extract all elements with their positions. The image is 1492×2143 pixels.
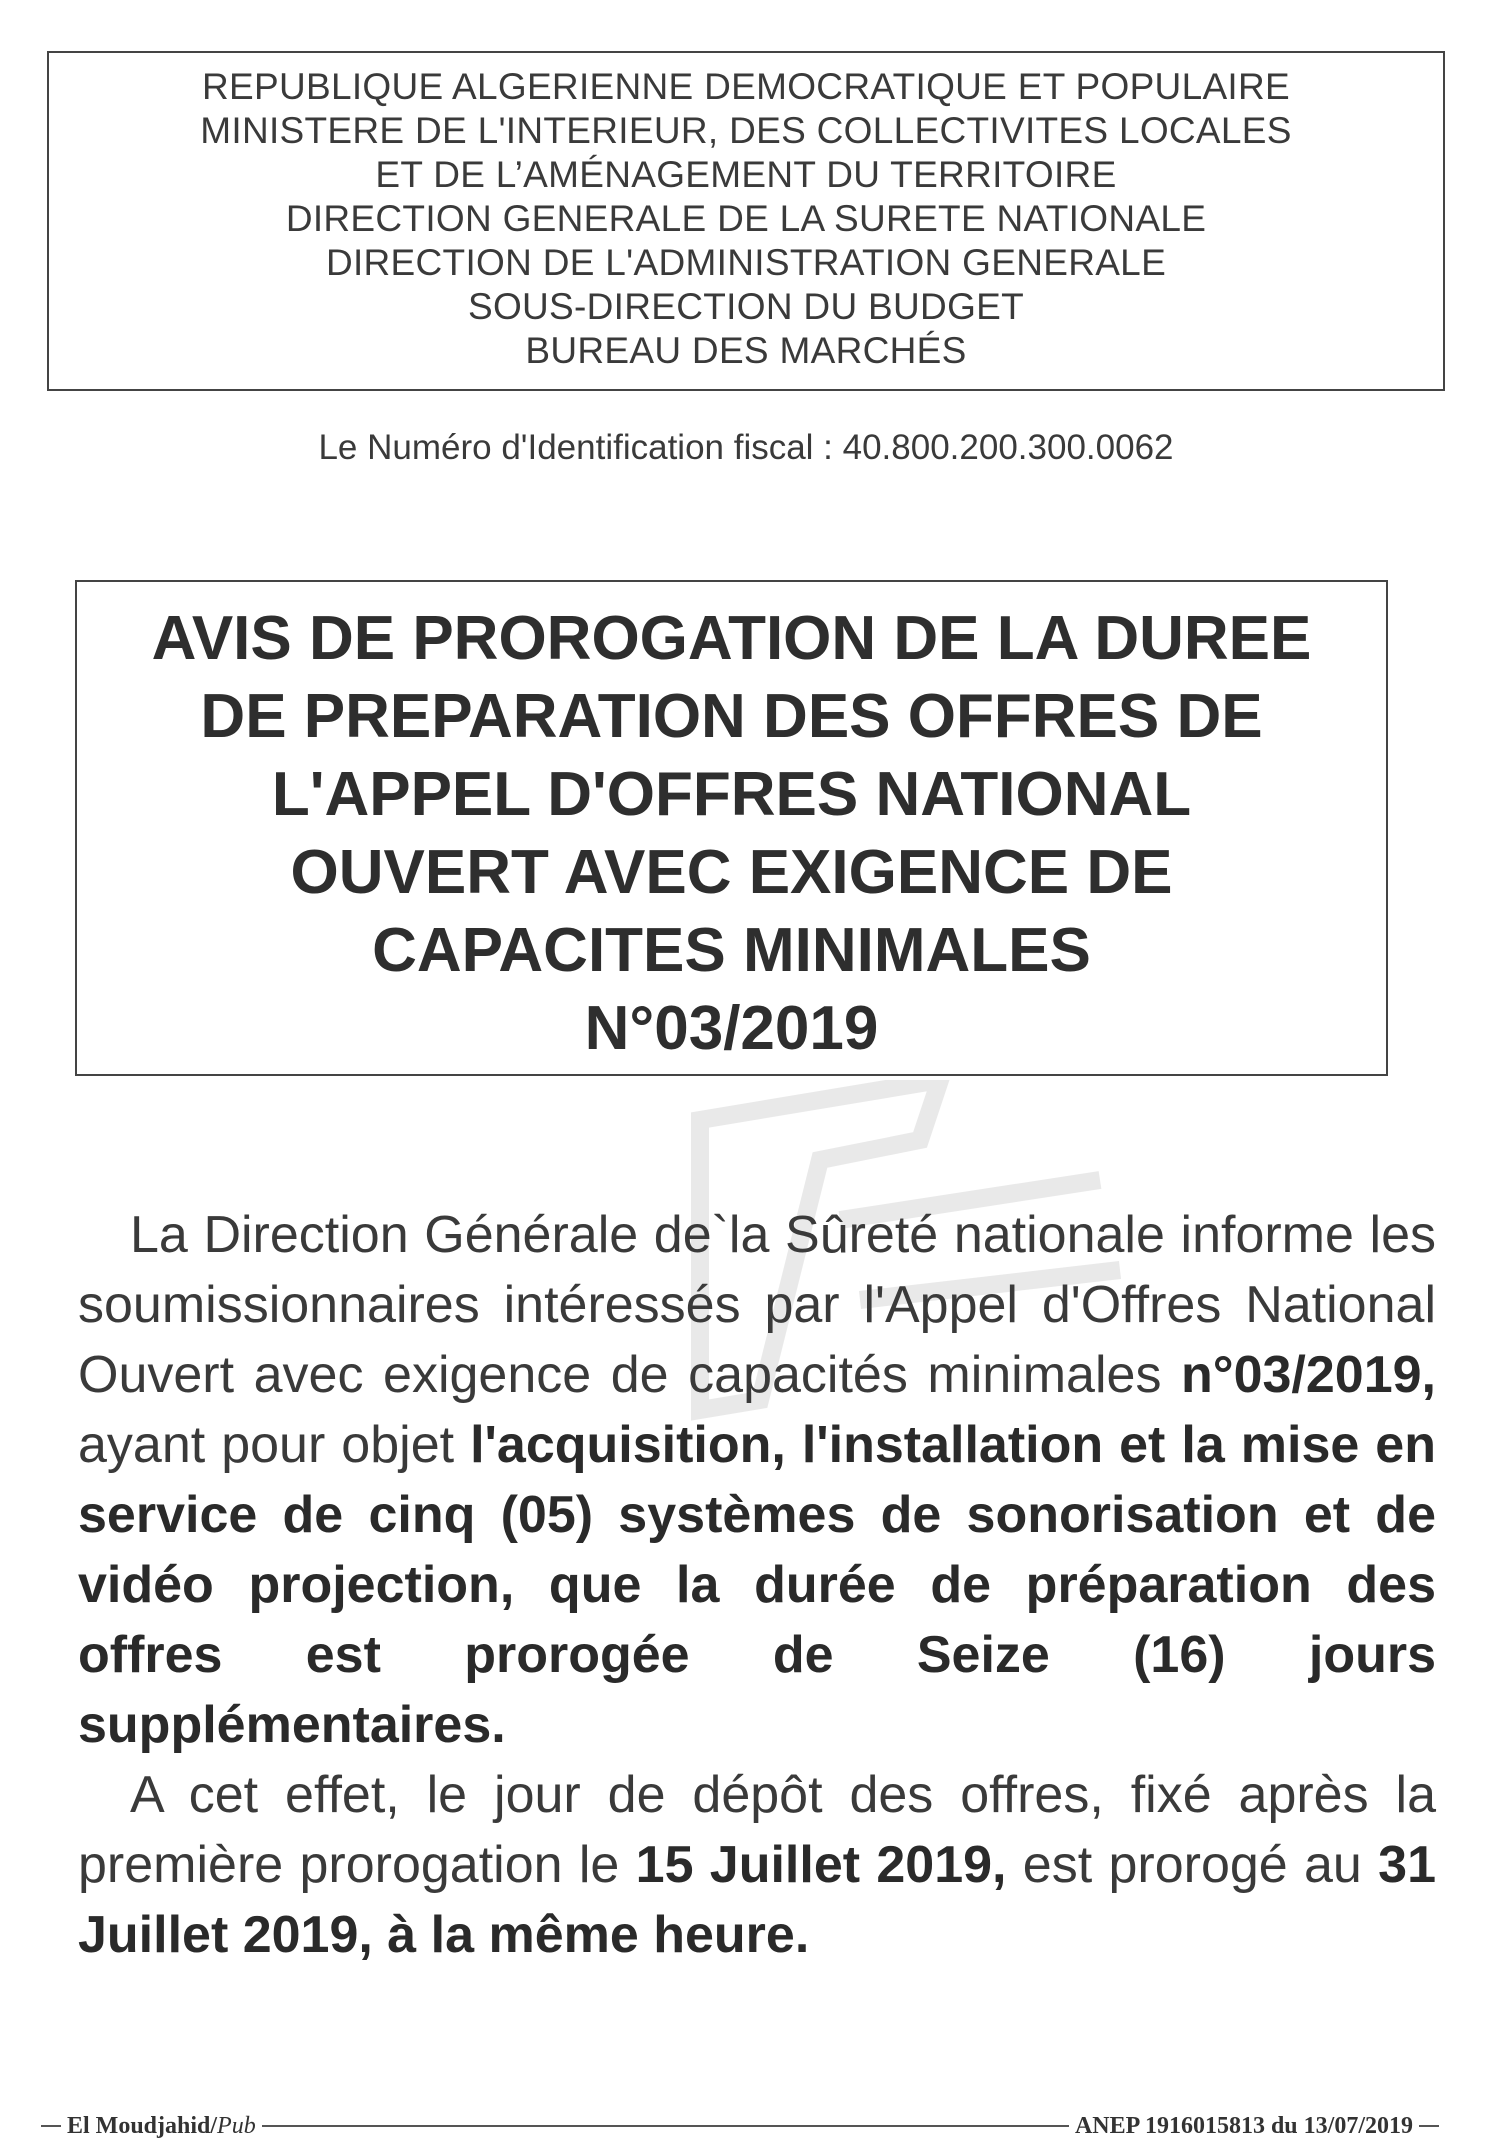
footer-rule — [262, 2125, 1069, 2127]
footer-anep-reference: ANEP 1916015813 du 13/07/2019 — [1074, 2112, 1413, 2139]
first-date-emphasis: 15 Juillet 2019, — [635, 1836, 1007, 1894]
reference-emphasis: n°03/2019, — [1181, 1346, 1436, 1404]
notice-body — [78, 1200, 1436, 1970]
header-line: DIRECTION GENERALE DE LA SURETE NATIONALE — [285, 198, 1207, 239]
body-text-span: La Direction Générale de`la Sûreté nationale informe les soumissionnaires intéressés par l'Appel d'Offres National Ouvert avec exigence de capacités minimales — [78, 1206, 1436, 1404]
fiscal-id-number: Le Numéro d'Identification fiscal : 40.800.200.300.0062 — [318, 428, 1174, 467]
notice-title-line: CAPACITES MINIMALES — [372, 916, 1091, 985]
header-line: DIRECTION DE L'ADMINISTRATION GENERALE — [325, 242, 1167, 283]
footer-publication — [67, 2113, 256, 2140]
header-line: MINISTERE DE L'INTERIEUR, DES COLLECTIVITES LOCALES — [200, 110, 1292, 151]
footer — [35, 2113, 1445, 2139]
footer-pub-label: Pub — [217, 2112, 256, 2139]
notice-title-box — [75, 580, 1388, 1076]
notice-title-line: DE PREPARATION DES OFFRES DE — [200, 682, 1263, 751]
new-date-emphasis: 31 Juillet 2019, à la même heure. — [78, 1836, 1437, 1964]
footer-rule — [1419, 2125, 1439, 2127]
body-text-span: ayant pour objet — [78, 1416, 471, 1474]
body-text-span: A cet effet, le jour de dépôt des offres, fixé après la première prorogation le — [78, 1766, 1436, 1894]
notice-title-line: AVIS DE PROROGATION DE LA DUREE — [151, 604, 1312, 673]
notice-reference-number: N°03/2019 — [584, 994, 879, 1063]
header-line: SOUS-DIRECTION DU BUDGET — [467, 286, 1025, 327]
notice-title-line: OUVERT AVEC EXIGENCE DE — [290, 838, 1173, 907]
header-box — [47, 51, 1445, 391]
header-line: BUREAU DES MARCHÉS — [525, 330, 967, 371]
header-line: ET DE L’AMÉNAGEMENT DU TERRITOIRE — [375, 154, 1117, 195]
footer-publication-name: El Moudjahid/ — [67, 2112, 218, 2139]
body-paragraph-1 — [78, 1200, 1436, 1760]
object-emphasis: l'acquisition, l'installation et la mise en service de cinq (05) systèmes de sonorisation et de vidéo projection, que la durée de préparation des offres est prorogée de Seize (16) jours supplémentaires. — [78, 1416, 1436, 1754]
notice-title-line: L'APPEL D'OFFRES NATIONAL — [271, 760, 1192, 829]
header-line: REPUBLIQUE ALGERIENNE DEMOCRATIQUE ET POPULAIRE — [201, 66, 1291, 107]
body-paragraph-2 — [78, 1760, 1436, 1970]
footer-rule — [41, 2125, 61, 2127]
body-text-span: est prorogé au — [1006, 1836, 1379, 1894]
